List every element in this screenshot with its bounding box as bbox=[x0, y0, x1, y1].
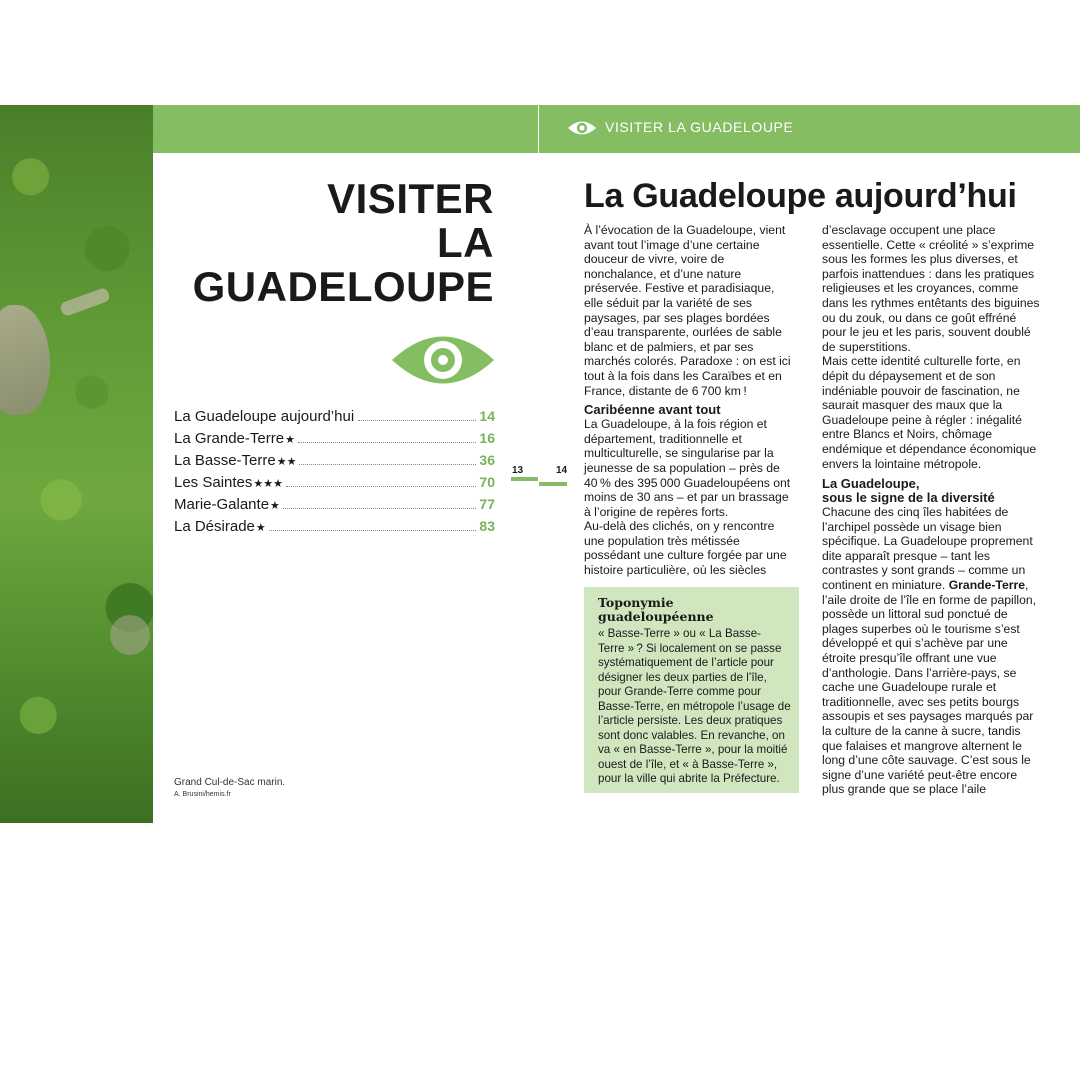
article-heading: La Guadeloupe aujourd’hui bbox=[584, 177, 1017, 215]
eye-icon bbox=[567, 119, 597, 137]
intro-paragraph: À l’évocation de la Guadeloupe, vient avant tout l’image d’une certaine douceur de vivre, voire de nonchalance, et d’une nature préservée. Festive et paradisiaque, elle séduit par la variété de ses paysages, par ses plages bordées d’eau transparente, ourlées de sable blanc et de palmiers, et par ses marchés colorés. Paradoxe : on est ici tout à la fois dans les Caraïbes et en France, distante de 6 700 km ! bbox=[584, 223, 791, 398]
text-column-2 bbox=[822, 223, 1042, 797]
page-number-left: 13 bbox=[512, 465, 524, 476]
toc-item[interactable]: La Basse-Terre ★★ 36 bbox=[174, 452, 495, 469]
paragraph: Chacune des cinq îles habitées de l’archipel possède un visage bien spécifique. La Guadeloupe proprement dite apparaît presque – tant les contrastes y sont grands – comme un continent en miniature. Grande-Terre, l’aile droite de l’île en forme de papillon, possède un littoral sud ponctué de plages superbes où le tourisme s’est développé et qui s’achève par une étroite presqu’île offrant une vue d’anthologie. Dans l’arrière-pays, se cache une Guadeloupe rurale et traditionnelle, avec ses petits bourgs assoupis et ses paysages marqués par la culture de la canne à sucre, tandis que falaises et mangrove alternent le long d’une côte sauvage. C’est sous le signe d’une variété peut-être encore plus grande que se place l’aile bbox=[822, 505, 1037, 797]
table-of-contents bbox=[174, 408, 495, 540]
toc-item[interactable]: La Guadeloupe aujourd’hui 14 bbox=[174, 408, 495, 425]
aerial-mangrove-photo bbox=[0, 105, 153, 823]
page-number-right: 14 bbox=[556, 465, 568, 476]
eye-icon bbox=[391, 331, 495, 389]
page-marker-right bbox=[539, 482, 567, 486]
header-band-left bbox=[153, 105, 538, 153]
paragraph: La Guadeloupe, à la fois région et département, traditionnelle et multiculturelle, se singularise par la jeunesse de sa population – près de 40 % des 395 000 Guadeloupéens ont moins de 30 ans – et par un brassage à l’origine de repères forts. bbox=[584, 417, 791, 519]
toc-item[interactable]: La Désirade ★ 83 bbox=[174, 518, 495, 535]
page-marker-left bbox=[511, 477, 538, 481]
header-band-right bbox=[539, 105, 1080, 153]
box-title: Toponymie guadeloupéenne bbox=[598, 595, 714, 624]
paragraph: Mais cette identité culturelle forte, en dépit du dépaysement et de son indéniable pouvoir de fascination, ne saurait masquer des maux que la Guadeloupe peine à régler : inégalité entre Blancs et Noirs, chômage endémique et dépendance économique envers la lointaine métropole. bbox=[822, 354, 1037, 471]
subheading: Caribéenne avant tout bbox=[584, 402, 721, 418]
subheading: La Guadeloupe, sous le signe de la diversité bbox=[822, 476, 995, 506]
toc-item[interactable]: Les Saintes ★★★ 70 bbox=[174, 474, 495, 491]
toc-item[interactable]: La Grande-Terre ★ 16 bbox=[174, 430, 495, 447]
chapter-title: VISITER LA GUADELOUPE bbox=[192, 175, 494, 310]
text-column-1 bbox=[584, 223, 796, 578]
toc-item[interactable]: Marie-Galante ★ 77 bbox=[174, 496, 495, 513]
book-spread bbox=[0, 105, 1080, 823]
paragraph: d’esclavage occupent une place essentielle. Cette « créolité » s’exprime sous les formes les plus diverses, et parfois inattendues : dans les pratiques religieuses et les croyances, comme dans les rythmes entêtants des biguines ou du zouk, ou dans ce goût effréné pour le jeu et les paris, souvent doublé de superstitions. bbox=[822, 223, 1040, 354]
section-title: VISITER LA GUADELOUPE bbox=[605, 119, 794, 135]
paragraph: Au-delà des clichés, on y rencontre une population très métissée possédant une culture forgée par une histoire particulière, où les siècles bbox=[584, 519, 787, 578]
photo-caption: Grand Cul-de-Sac marin. bbox=[174, 777, 286, 788]
photo-credit: A. Brusini/hemis.fr bbox=[174, 791, 231, 798]
sidebar-box bbox=[584, 587, 799, 793]
box-body: « Basse-Terre » ou « La Basse-Terre » ? Si localement on se passe systématiquement de l’article pour désigner les deux parties de l’île, pour Grande-Terre comme pour Basse-Terre, en métropole l’usage de l’article persiste. Les deux pratiques sont donc valables. En revanche, on va « en Basse-Terre », pour la moitié ouest de l’île, et « à Basse-Terre », pour la ville qui abrite la Préfecture. bbox=[598, 627, 791, 785]
